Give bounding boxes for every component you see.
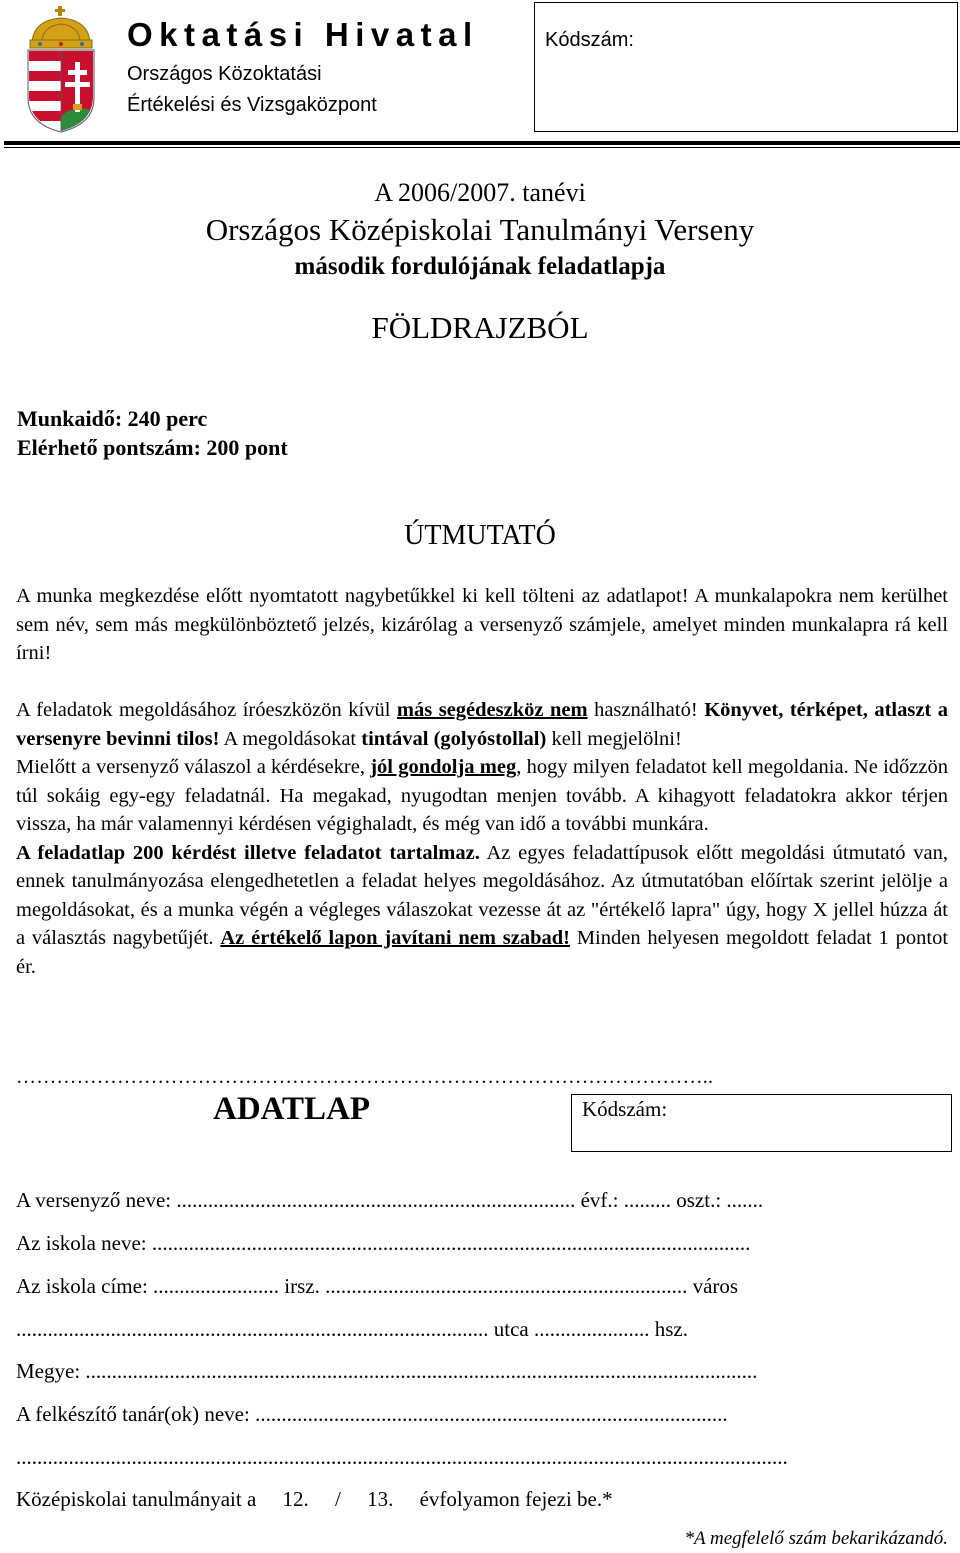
title-line-3: második fordulójának feladatlapja (294, 253, 666, 280)
code-label: Kódszám: (545, 29, 634, 51)
guide-p1: A munka megkezdése előtt nyomtatott nagybetűkkel ki kell tölteni az adatlapot! A munkalapokra nem kerülhet sem név, sem más megkülönböztető jelzés, kizárólag a versenyző számjele, amelyet minden munkalapra rá kell írni! (16, 585, 948, 664)
guide-p4: A feladatlap 200 kérdést illetve feladatot tartalmaz. Az egyes feladattípusok előtt megoldási útmutató van, ennek tanulmányozása elengedhetetlen a feladat helyes megoldásához. Az útmutatóban előírtak szerint jelölje a megoldásokat, és a munka végén a végleges válaszokat vezesse át az "értékelő lapra" úgy, hogy X jellel húzza át a választás nagybetűjét. Az értékelő lapon javítani nem szabad! Minden helyesen megoldott feladat 1 pontot ér. (16, 841, 949, 978)
header-rule-thin (4, 147, 960, 148)
field-school-name[interactable]: Az iskola neve: .................................................................................................................. (16, 1231, 751, 1255)
guide-p3: Mielőtt a versenyző válaszol a kérdésekre, jól gondolja meg, hogy milyen feladatot kell megoldania. Ne időzzön túl sokáig egy-egy feladatnál. Ha megakad, nyugodtan menjen tovább. A kihagyott feladatokra akkor térjen vissza, ha már valamennyi kérdésen végighaladt, és még van idő a további munkára. (16, 756, 948, 835)
coat-of-arms-logo (22, 6, 100, 134)
field-county[interactable]: Megye: ................................................................................................................................ (16, 1359, 758, 1383)
code-box[interactable] (534, 2, 958, 132)
field-name[interactable]: A versenyző neve: ............................................................................ évf.: ......... oszt.: ....... (16, 1188, 764, 1212)
footnote: *A megfelelő szám bekarikázandó. (684, 1528, 948, 1549)
field-grade[interactable]: Középiskolai tanulmányait a 12. / 13. évfolyamon fejezi be.* (16, 1487, 613, 1511)
header-rule (4, 141, 960, 145)
field-teacher[interactable]: A felkészítő tanár(ok) neve: .......................................................................................... (16, 1402, 728, 1426)
title-line-1: A 2006/2007. tanévi (374, 178, 586, 207)
form-code-box[interactable] (571, 1094, 952, 1152)
subject-title: FÖLDRAJZBÓL (371, 310, 589, 345)
guide-paragraph-1 (16, 582, 948, 668)
guide-paragraph-2 (16, 696, 948, 981)
title-line-2: Országos Középiskolai Tanulmányi Verseny (205, 212, 755, 247)
form-heading: ADATLAP (213, 1091, 371, 1127)
org-subtitle-2: Értékelési és Vizsgaközpont (127, 94, 377, 116)
work-time: Munkaidő: 240 perc (17, 406, 208, 431)
field-teacher-cont[interactable]: ................................................................................................................................................... (16, 1445, 788, 1469)
org-title: Oktatási Hivatal (127, 16, 479, 53)
org-subtitle-1: Országos Közoktatási (127, 63, 322, 85)
field-school-address[interactable]: Az iskola címe: ........................ irsz. ..................................................................... város (16, 1274, 739, 1298)
field-street[interactable]: .......................................................................................... utca ...................... hsz. (16, 1317, 688, 1341)
guide-heading: ÚTMUTATÓ (404, 520, 556, 551)
cut-line: ………………………………………………………………………………………….. (16, 1066, 714, 1088)
guide-p2: A feladatok megoldásához íróeszközön kívül más segédeszköz nem használható! Könyvet, térképet, atlaszt a versenyre bevinni tilos! A megoldásokat tintával (golyóstollal) kell megjelölni! (16, 699, 949, 750)
max-points: Elérhető pontszám: 200 pont (17, 435, 288, 460)
form-code-label: Kódszám: (582, 1097, 668, 1121)
